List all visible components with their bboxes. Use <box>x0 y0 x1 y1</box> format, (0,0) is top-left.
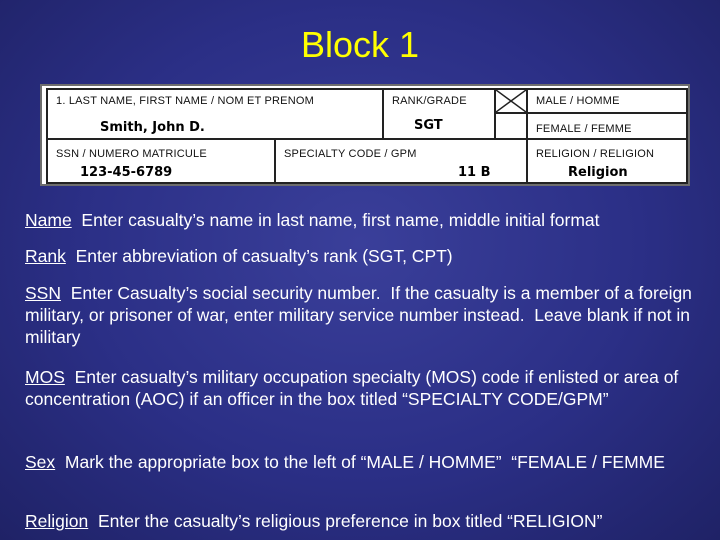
religion-value[interactable]: Religion <box>568 165 628 180</box>
instruction-key: Sex <box>25 452 56 472</box>
instruction-rank <box>25 245 695 267</box>
name-cell[interactable] <box>46 88 384 140</box>
rank-cell[interactable] <box>382 88 496 140</box>
specialty-label: SPECIALTY CODE / GPM <box>284 148 417 160</box>
rank-value[interactable]: SGT <box>414 118 443 133</box>
name-label: 1. LAST NAME, FIRST NAME / NOM ET PRENOM <box>56 95 314 107</box>
ssn-cell[interactable] <box>46 138 276 184</box>
instruction-text: Enter Casualty’s social security number. If the casualty is a member of a foreign military, or prisoner of war, enter military service number instead. Leave blank if not in military <box>25 283 697 347</box>
ssn-label: SSN / NUMERO MATRICULE <box>56 148 207 160</box>
instruction-text: Enter abbreviation of casualty’s rank (SGT, CPT) <box>65 246 453 266</box>
male-cell <box>526 88 688 114</box>
male-checkbox[interactable] <box>494 88 528 114</box>
instruction-text: Enter the casualty’s religious preference in box titled “RELIGION” <box>88 511 603 531</box>
checkbox-x-mark-icon <box>496 90 526 112</box>
instruction-key: SSN <box>25 283 61 303</box>
specialty-value[interactable]: 11 B <box>458 165 491 180</box>
instruction-key: MOS <box>25 367 65 387</box>
ssn-value[interactable]: 123-45-6789 <box>80 165 173 180</box>
instruction-religion <box>25 510 695 532</box>
instruction-text: Mark the appropriate box to the left of “MALE / HOMME” “FEMALE / FEMME <box>55 452 665 472</box>
religion-cell[interactable] <box>526 138 688 184</box>
instruction-name <box>25 209 695 231</box>
instruction-text: Enter casualty’s military occupation specialty (MOS) code if enlisted or area of concentration (AOC) if an officer in the box titled “SPECIALTY CODE/GPM” <box>25 367 684 409</box>
rank-label: RANK/GRADE <box>392 95 467 107</box>
female-cell <box>526 112 688 140</box>
instruction-key: Rank <box>25 246 66 266</box>
instruction-key: Religion <box>25 511 89 531</box>
slide-title: Block 1 <box>300 24 420 65</box>
instruction-key: Name <box>25 210 72 230</box>
female-label: FEMALE / FEMME <box>536 123 632 135</box>
male-label: MALE / HOMME <box>536 95 620 107</box>
casualty-form-block-1 <box>40 84 690 186</box>
instruction-sex <box>25 451 695 473</box>
specialty-cell[interactable] <box>274 138 528 184</box>
religion-label: RELIGION / RELIGION <box>536 148 655 160</box>
instruction-mos <box>25 366 695 410</box>
name-value[interactable]: Smith, John D. <box>100 120 205 135</box>
female-checkbox[interactable] <box>494 112 528 140</box>
instruction-ssn <box>25 282 695 348</box>
instruction-text: Enter casualty’s name in last name, first name, middle initial format <box>71 210 600 230</box>
